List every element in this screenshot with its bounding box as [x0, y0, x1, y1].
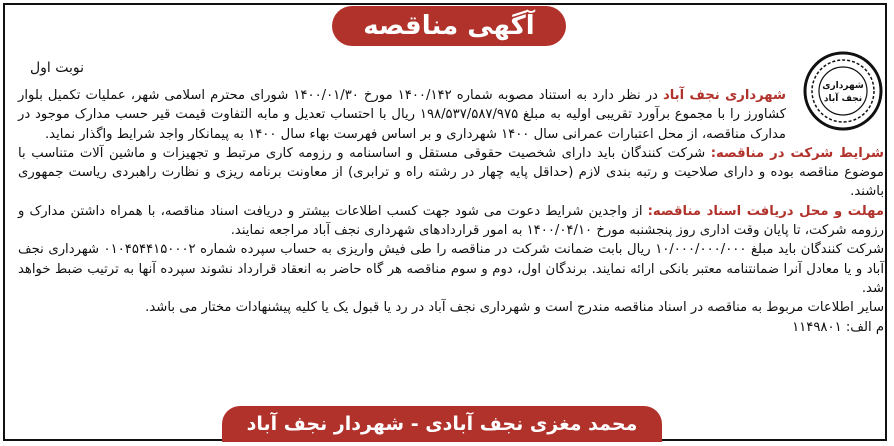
- seal-line2: نجف آباد: [823, 94, 863, 104]
- deadline-heading: مهلت و محل دریافت اسناد مناقصه:: [647, 203, 884, 219]
- notice-round: نوبت اول: [30, 60, 85, 76]
- page-title: آگهی مناقصه: [363, 11, 535, 41]
- municipality-name: شهرداری نجف آباد: [662, 88, 786, 103]
- conditions-heading: شرایط شرکت در مناقصه:: [710, 145, 884, 161]
- paragraph-intro: [18, 86, 884, 144]
- mayor-signature: محمد مغزی نجف آبادی - شهردار نجف آباد: [246, 413, 638, 435]
- notice-body: [18, 86, 884, 337]
- intro-text: در نظر دارد به استناد مصوبه شماره ۱۴۰۰/۱۴۲ مورخ ۱۴۰۰/۰۱/۳۰ شورای محترم اسلامی شهر، عملیات تکمیل بلوار کشاورز را با مجموع برآورد تقریبی اولیه به مبلغ ۱۹۸/۵۳۷/۵۸۷/۹۷۵ ریال با احتساب تعدیل و مابه التفاوت قیمت قیر حسب مدارک موجود در مدارک مناقصه، از محل اعتبارات عمرانی سال ۱۴۰۰ شهرداری و بر اساس فهرست بهاء سال ۱۴۰۰ به پیمانکار واجد شرایط واگذار نماید.: [18, 88, 786, 142]
- conditions-text: شرکت کنندگان باید دارای شخصیت حقوقی مستقل و اساسنامه و رزومه کاری مرتبط و تجهیزات و ماشین آلات متناسب با موضوع مناقصه بوده و دارای صلاحیت و رتبه بندی لازم (حداقل پایه چهار در رشته راه و ترابری) از معاونت برنامه ریزی و نظارت راهبردی ریاست جمهوری باشند.: [18, 145, 884, 200]
- title-banner: [332, 6, 566, 46]
- seal-line1: شهرداری: [822, 81, 864, 91]
- deadline-text: از واجدین شرایط دعوت می شود جهت کسب اطلاعات بیشتر و دریافت اسناد مناقصه، با همراه داشتن مدارک و رزومه شرکت، تا پایان وقت اداری روز پنجشنبه مورخ ۱۴۰۰/۰۴/۱۰ به امور قراردادهای شهرداری نجف آباد مراجعه نمایند.: [18, 203, 884, 239]
- paragraph-deadline: [18, 202, 884, 241]
- paragraph-conditions: [18, 144, 884, 202]
- paragraph-other: سایر اطلاعات مربوط به مناقصه در اسناد مناقصه مندرج است و شهرداری نجف آباد در رد یا قبول یک یا کلیه پیشنهادات مختار می باشد.: [145, 300, 884, 316]
- footer-banner: [222, 406, 662, 442]
- reference-number: م الف: ۱۱۴۹۸۰۱: [792, 319, 884, 335]
- paragraph-guarantee: شرکت کنندگان باید مبلغ ۱۰/۰۰۰/۰۰۰/۰۰۰ ریال بابت ضمانت شرکت در مناقصه را طی فیش واریزی به حساب سپرده شماره ۰۱۰۴۵۴۴۱۵۰۰۰۲ شهرداری نجف آباد و یا معادل آنرا ضمانتنامه معتبر بانکی ارائه نمایند. برندگان اول، دوم و سوم مناقصه هر گاه حاضر به انعقاد قرارداد نشوند سپرده آنها به ترتیب ضبط خواهد شد.: [18, 242, 885, 296]
